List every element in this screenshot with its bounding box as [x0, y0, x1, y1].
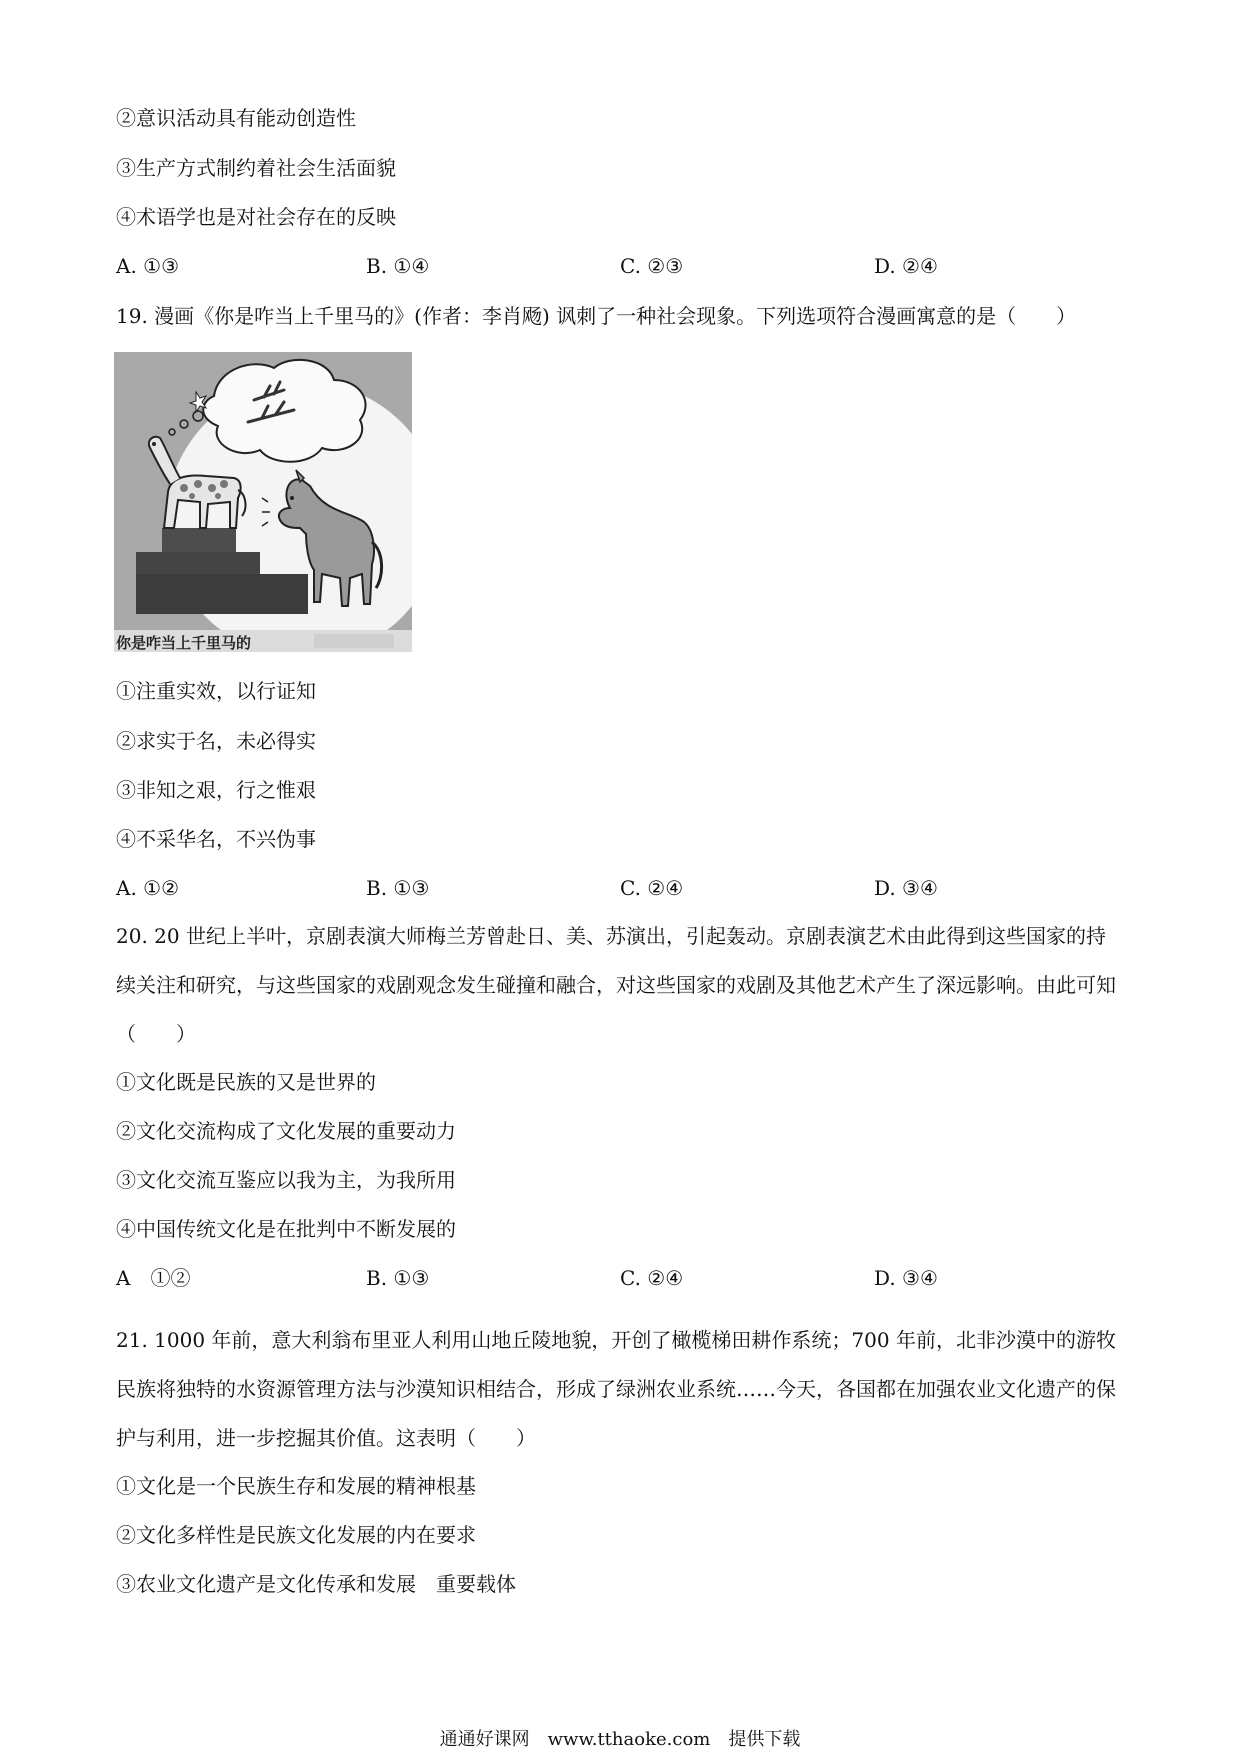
q20-option-b: B. ①③	[366, 1266, 430, 1290]
q20-option-a: A ①②	[116, 1266, 191, 1290]
q18-option-d: D. ②④	[874, 254, 938, 278]
q20-option-c: C. ②④	[620, 1266, 684, 1290]
q19-option-d: D. ③④	[874, 876, 938, 900]
q21-item-1: ①文化是一个民族生存和发展的精神根基	[116, 1474, 476, 1498]
q18-item-4: ④术语学也是对社会存在的反映	[116, 205, 396, 229]
q18-item-3: ③生产方式制约着社会生活面貌	[116, 156, 396, 180]
q18-item-2: ②意识活动具有能动创造性	[116, 106, 356, 130]
q21-stem: 21. 1000 年前，意大利翁布里亚人利用山地丘陵地貌，开创了橄榄梯田耕作系统；700 年前，北非沙漠中的游牧民族将独特的水资源管理方法与沙漠知识相结合，形成了绿洲农业系统……今天，各国都在加强农业文化遗产的保护与利用，进一步挖掘其价值。这表明（ ）	[116, 1328, 1116, 1450]
q18-option-a: A. ①③	[116, 254, 180, 278]
q18-option-c: C. ②③	[620, 254, 684, 278]
q20-item-3: ③文化交流互鉴应以我为主，为我所用	[116, 1168, 456, 1192]
q19-item-3: ③非知之艰，行之惟艰	[116, 778, 316, 802]
cartoon-illustration	[114, 352, 412, 652]
q20-item-1: ①文化既是民族的又是世界的	[116, 1070, 376, 1094]
q19-option-a: A. ①②	[116, 876, 180, 900]
cartoon-caption: 你是咋当上千里马的	[116, 634, 252, 652]
q20-item-4: ④中国传统文化是在批判中不断发展的	[116, 1217, 456, 1241]
q20-option-d: D. ③④	[874, 1266, 938, 1290]
q19-item-2: ②求实于名，未必得实	[116, 729, 316, 753]
q20-item-2: ②文化交流构成了文化发展的重要动力	[116, 1119, 456, 1143]
q19-option-b: B. ①③	[366, 876, 430, 900]
q19-item-1: ①注重实效，以行证知	[116, 679, 316, 703]
q21-item-3: ③农业文化遗产是文化传承和发展 重要载体	[116, 1572, 516, 1596]
q19-option-c: C. ②④	[620, 876, 684, 900]
q19-stem: 19. 漫画《你是咋当上千里马的》(作者：李肖飏) 讽刺了一种社会现象。下列选项符合漫画寓意的是（ ）	[116, 304, 1077, 328]
q19-item-4: ④不采华名，不兴伪事	[116, 827, 316, 851]
cartoon-figure	[114, 352, 412, 652]
q20-stem: 20. 20 世纪上半叶，京剧表演大师梅兰芳曾赴日、美、苏演出，引起轰动。京剧表演艺术由此得到这些国家的持续关注和研究，与这些国家的戏剧观念发生碰撞和融合，对这些国家的戏剧及其他艺术产生了深远影响。由此可知（ ）	[116, 924, 1116, 1046]
q18-option-b: B. ①④	[366, 254, 430, 278]
q21-item-2: ②文化多样性是民族文化发展的内在要求	[116, 1523, 476, 1547]
page-footer: 通通好课网 www.tthaoke.com 提供下载	[439, 1729, 801, 1750]
